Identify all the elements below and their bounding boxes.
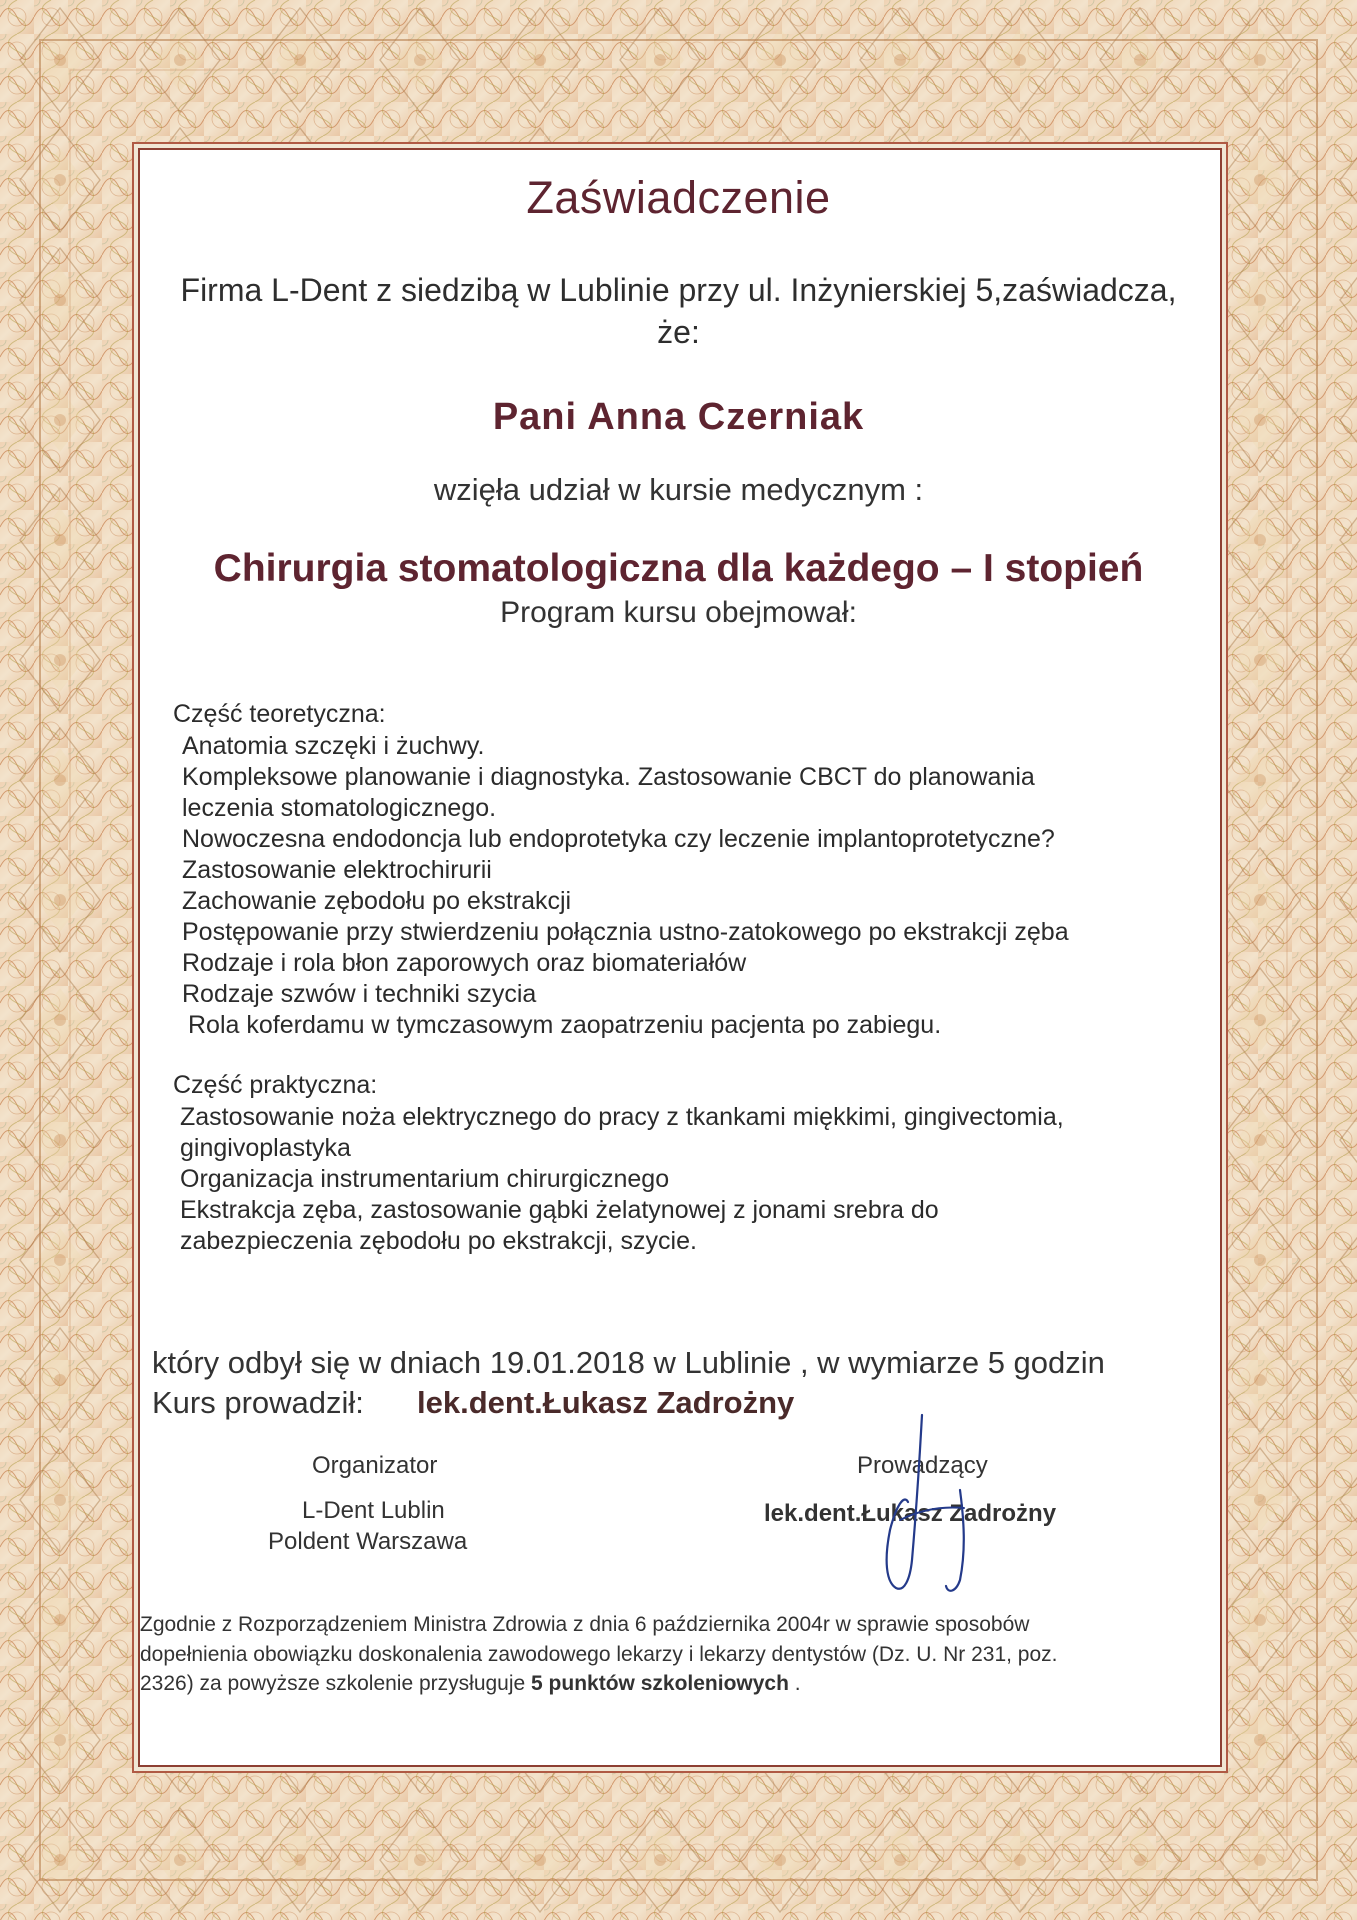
practice-item: Organizacja instrumentarium chirurgicznego xyxy=(180,1165,670,1193)
practice-item: Zastosowanie noża elektrycznego do pracy z tkankami miękkimi, gingivectomia, xyxy=(180,1103,1064,1131)
leader-label: Prowadzący xyxy=(857,1452,988,1479)
theory-item: Zastosowanie elektrochirurii xyxy=(182,856,492,884)
completion-statement: który odbył się w dniach 19.01.2018 w Lublinie , w wymiarze 5 godzin xyxy=(152,1345,1105,1380)
regulation-line-3 xyxy=(140,1672,801,1696)
regulation-line-1: Zgodnie z Rozporządzeniem Ministra Zdrowia z dnia 6 października 2004r w sprawie sposobów xyxy=(140,1613,1030,1636)
practice-item: gingivoplastyka xyxy=(180,1134,351,1162)
certificate-title: Zaświadczenie xyxy=(526,172,831,223)
organizer-line-1: L-Dent Lublin xyxy=(302,1497,445,1524)
regulation-line-2: dopełnienia obowiązku doskonalenia zawodowego lekarzy i lekarzy dentystów (Dz. U. Nr 231, poz. xyxy=(140,1643,1058,1666)
intro-line-1: Firma L-Dent z siedzibą w Lublinie przy ul. Inżynierskiej 5,zaświadcza, xyxy=(180,272,1177,308)
instructor-name: lek.dent.Łukasz Zadrożny xyxy=(417,1385,795,1420)
theory-item: Nowoczesna endodoncja lub endoprotetyka czy leczenie implantoprotetyczne? xyxy=(182,825,1055,853)
handwritten-signature xyxy=(860,1410,1010,1600)
training-points: 5 punktów szkoleniowych xyxy=(531,1672,789,1695)
regulation-line-3-suffix: . xyxy=(788,1672,801,1695)
practice-item: Ekstrakcja zęba, zastosowanie gąbki żelatynowej z jonami srebra do xyxy=(180,1196,939,1224)
leader-name: lek.dent.Łukasz Zadrożny xyxy=(764,1500,1057,1527)
course-title: Chirurgia stomatologiczna dla każdego – I stopień xyxy=(213,547,1144,590)
theory-item: Rodzaje szwów i techniki szycia xyxy=(182,980,537,1008)
theory-heading: Część teoretyczna: xyxy=(173,700,386,728)
recipient-name: Pani Anna Czerniak xyxy=(492,396,865,438)
practice-item: zabezpieczenia zębodołu po ekstrakcji, szycie. xyxy=(180,1227,697,1255)
theory-item: Rola koferdamu w tymczasowym zaopatrzeniu pacjenta po zabiegu. xyxy=(188,1011,942,1039)
organizer-line-2: Poldent Warszawa xyxy=(268,1528,468,1555)
intro-line-2: że: xyxy=(657,314,700,350)
organizer-label: Organizator xyxy=(312,1452,438,1479)
practice-heading: Część praktyczna: xyxy=(173,1071,378,1099)
program-label: Program kursu obejmował: xyxy=(500,596,857,629)
theory-item: Kompleksowe planowanie i diagnostyka. Zastosowanie CBCT do planowania xyxy=(182,763,1035,791)
regulation-line-3-prefix: 2326) za powyższe szkolenie przysługuje xyxy=(140,1672,532,1695)
theory-item: Postępowanie przy stwierdzeniu połącznia ustno-zatokowego po ekstrakcji zęba xyxy=(182,918,1069,946)
theory-item: Rodzaje i rola błon zaporowych oraz biomateriałów xyxy=(182,949,747,977)
theory-item: Anatomia szczęki i żuchwy. xyxy=(182,732,485,760)
instructor-label: Kurs prowadził: xyxy=(152,1385,364,1420)
participation-statement: wzięła udział w kursie medycznym : xyxy=(433,472,924,507)
theory-item: leczenia stomatologicznego. xyxy=(182,794,497,822)
theory-item: Zachowanie zębodołu po ekstrakcji xyxy=(182,887,572,915)
